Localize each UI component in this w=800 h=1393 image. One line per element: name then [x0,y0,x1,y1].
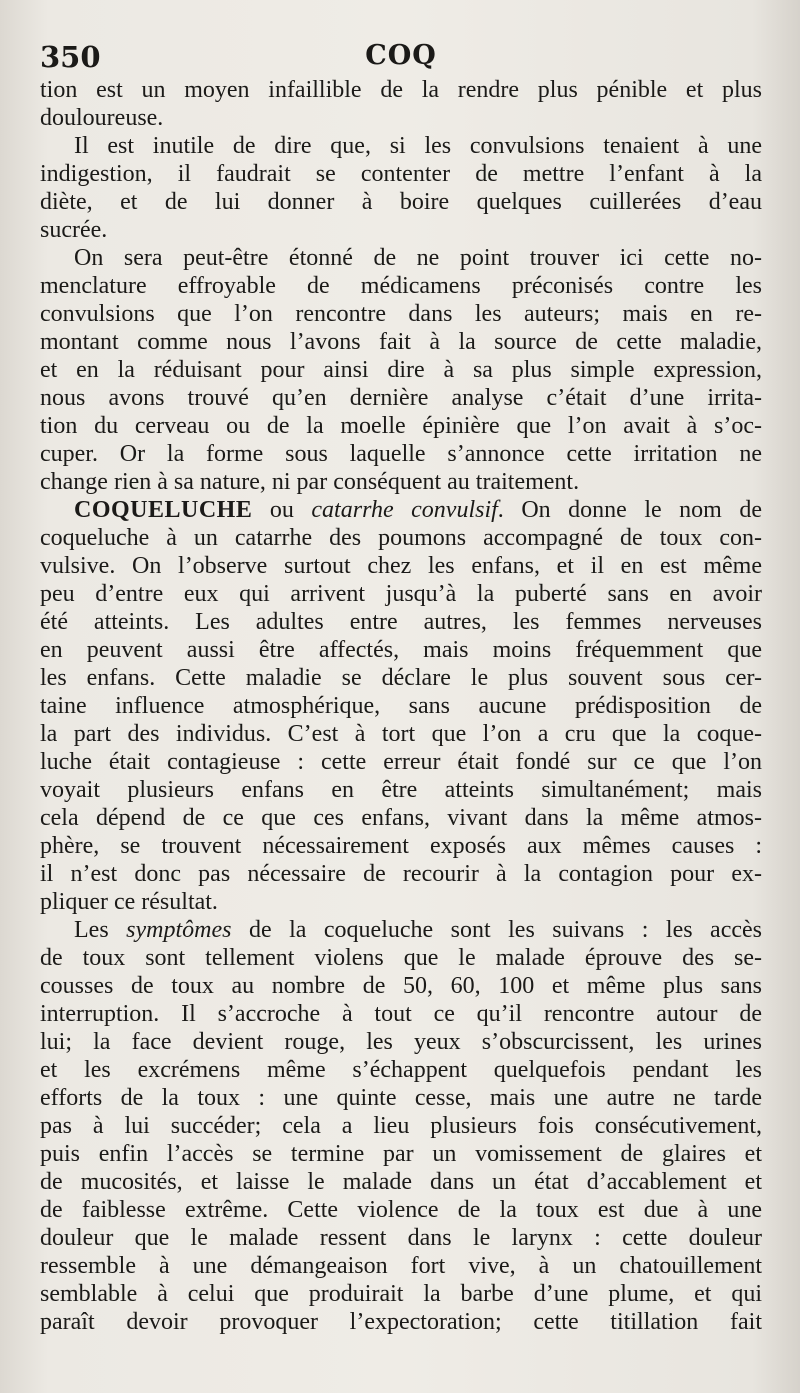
body-text [40,76,762,1336]
text-line: en peuvent aussi être affectés, mais moins fréquemment que [40,637,762,663]
text-line: peu d’entre eux qui arrivent jusqu’à la puberté sans en avoir [40,581,762,607]
text-line: vulsive. On l’observe surtout chez les enfans, et il en est même [40,553,762,579]
italic-term: catarrhe convulsif [311,497,498,523]
text-line: et en la réduisant pour ainsi dire à sa plus simple expression, [40,357,762,383]
page-header [40,30,762,76]
text-line: indigestion, il faudrait se contenter de mettre l’enfant à la [40,161,762,187]
text-line [40,916,762,944]
text-line: montant comme nous l’avons fait à la source de cette maladie, [40,329,762,355]
text-line: ressemble à une démangeaison fort vive, à un chatouillement [40,1253,762,1279]
text-line: lui; la face devient rouge, les yeux s’obscurcissent, les urines [40,1029,762,1055]
text-fragment: . On donne le nom de [497,497,763,523]
italic-term: symptômes [126,917,232,943]
text-line: tion du cerveau ou de la moelle épinière que l’on avait à s’oc- [40,413,762,439]
text-line: cuper. Or la forme sous laquelle s’annonce cette irritation ne [40,441,762,467]
text-line: et les excrémens même s’échappent quelquefois pendant les [40,1057,762,1083]
text-line: paraît devoir provoquer l’expectoration; cette titillation fait [40,1309,762,1335]
text-line: voyait plusieurs enfans en être atteints simultanément; mais [40,777,762,803]
entry-headword: COQUELUCHE [74,497,253,523]
text-line: de mucosités, et laisse le malade dans un état d’accablement et [40,1169,762,1195]
text-line: semblable à celui que produirait la barbe d’une plume, et qui [40,1281,762,1307]
text-line: tion est un moyen infaillible de la rendre plus pénible et plus [40,77,762,103]
text-line: les enfans. Cette maladie se déclare le plus souvent sous cer- [40,665,762,691]
text-line: sucrée. [40,217,108,243]
text-fragment: ou [252,497,312,523]
page-number: 350 [40,40,101,74]
text-line: interruption. Il s’accroche à tout ce qu’il rencontre autour de [40,1001,762,1027]
text-line: phère, se trouvent nécessairement exposés aux mêmes causes : [40,833,762,859]
running-head: COQ [365,40,437,71]
text-line: menclature effroyable de médicamens préconisés contre les [40,273,762,299]
text-line: Il est inutile de dire que, si les convulsions tenaient à une [74,133,762,159]
text-fragment: de la coqueluche sont les suivans : les accès [231,917,762,943]
text-line: luche était contagieuse : cette erreur était fondé sur ce que l’on [40,749,762,775]
text-line: efforts de la toux : une quinte cesse, mais une autre ne tarde [40,1085,762,1111]
text-line: été atteints. Les adultes entre autres, les femmes nerveuses [40,609,762,635]
text-line: la part des individus. C’est à tort que l’on a cru que la coque- [40,721,762,747]
text-line: taine influence atmosphérique, sans aucune prédisposition de [40,693,762,719]
text-line: nous avons trouvé qu’en dernière analyse c’était d’une irrita- [40,385,762,411]
text-line: change rien à sa nature, ni par conséquent au traitement. [40,469,580,495]
text-line: puis enfin l’accès se termine par un vomissement de glaires et [40,1141,762,1167]
text-line: douloureuse. [40,105,164,131]
text-line: cela dépend de ce que ces enfans, vivant dans la même atmos- [40,805,762,831]
text-fragment: Les [74,917,127,943]
text-line: il n’est donc pas nécessaire de recourir à la contagion pour ex- [40,861,762,887]
text-line: pliquer ce résultat. [40,889,218,915]
text-line: diète, et de lui donner à boire quelques cuillerées d’eau [40,189,762,215]
text-line: de faiblesse extrême. Cette violence de la toux est due à une [40,1197,762,1223]
text-line: cousses de toux au nombre de 50, 60, 100 et même plus sans [40,973,762,999]
text-line: de toux sont tellement violens que le malade éprouve des se- [40,945,762,971]
text-line: coqueluche à un catarrhe des poumons accompagné de toux con- [40,525,762,551]
text-line [40,496,762,524]
text-line: convulsions que l’on rencontre dans les auteurs; mais en re- [40,301,762,327]
text-line: pas à lui succéder; cela a lieu plusieurs fois consécutivement, [40,1113,762,1139]
text-line: douleur que le malade ressent dans le larynx : cette douleur [40,1225,762,1251]
text-line: On sera peut-être étonné de ne point trouver ici cette no- [74,245,762,271]
